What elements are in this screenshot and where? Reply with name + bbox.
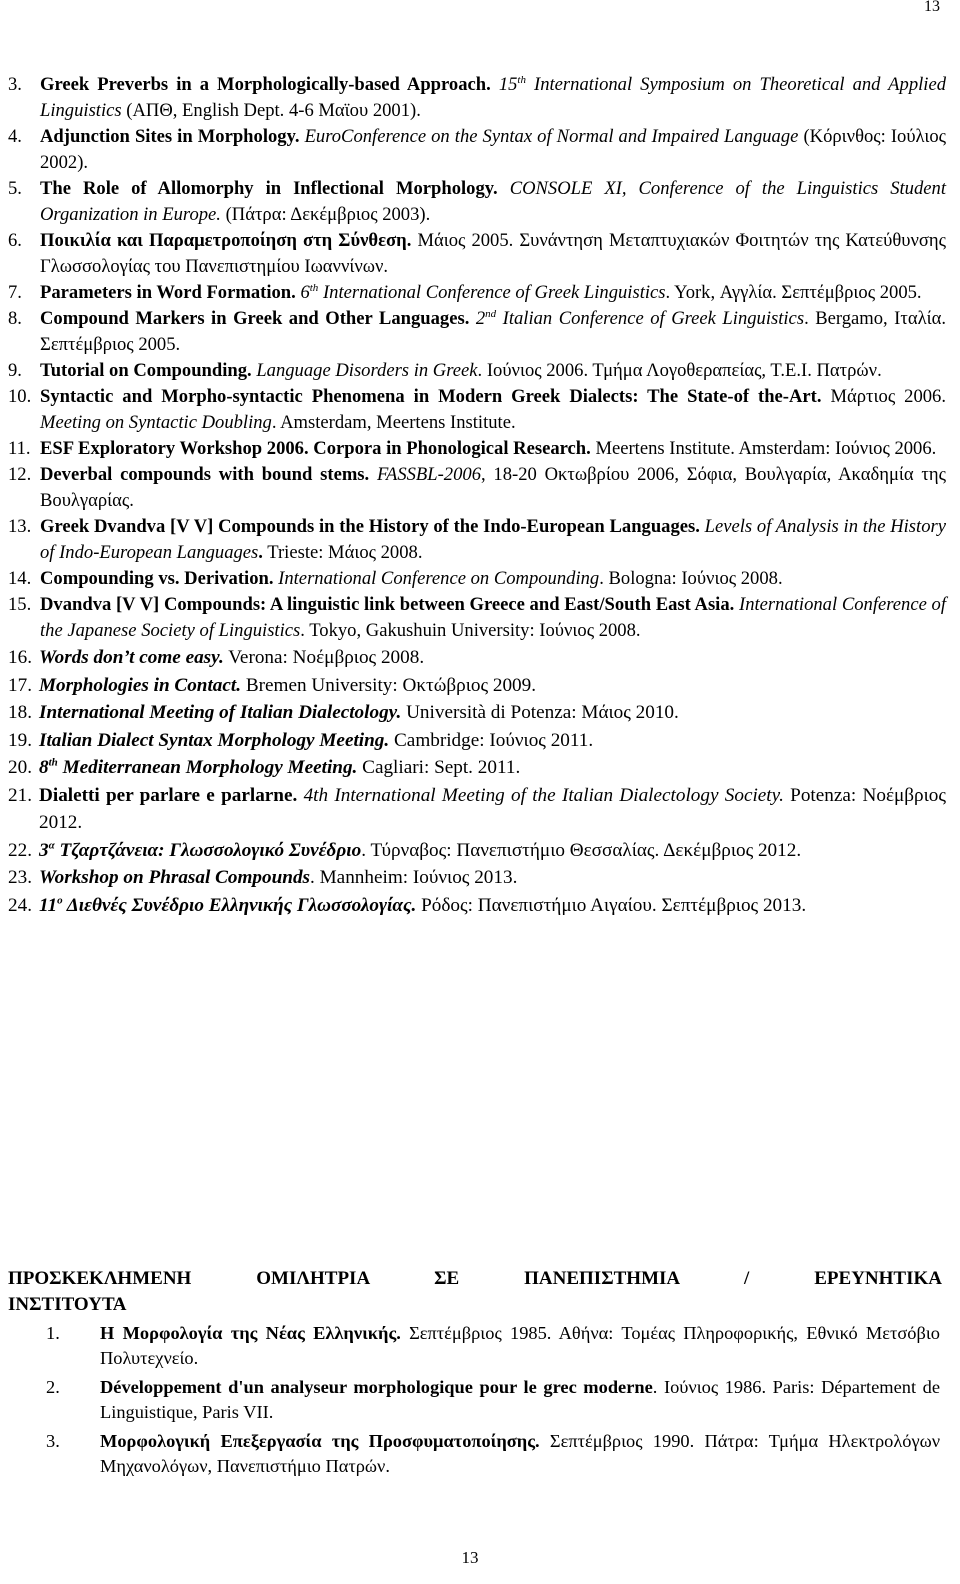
item-text-segment: . Amsterdam, Meertens Institute. (271, 412, 516, 433)
item-number: 4. (8, 126, 22, 147)
item-text-segment: . Tokyo, Gakushuin University: Ιούνιος 2008. (300, 620, 641, 641)
item-text-segment: Dialetti per parlare e parlarne. (39, 784, 298, 806)
item-text-segment: 2 (475, 308, 486, 329)
list-item (8, 566, 946, 592)
item-text-segment: International Conference of the Japanese Society of Linguistics (40, 594, 946, 641)
item-text-segment: Διεθνές Συνέδριο Ελληνικής Γλωσσολογίας. (62, 894, 417, 916)
item-number: 12. (8, 464, 32, 485)
item-number: 9. (8, 360, 22, 381)
item-number: 15. (8, 594, 32, 615)
item-text-segment: 6 (300, 282, 310, 303)
item-number: 23. (8, 867, 32, 888)
item-text-segment: Τζαρτζάνεια: Γλωσσολογικό Συνέδριο (54, 839, 362, 861)
item-text-segment (491, 74, 499, 95)
list-item (8, 754, 946, 782)
invited-section-heading-cont: ΙΝΣΤΙΤΟΥΤΑ (8, 1294, 127, 1315)
item-number: 7. (8, 282, 22, 303)
item-number: 8. (8, 308, 22, 329)
item-text-segment: Σεπτέμβριος 1990. Πάτρα: Τμήμα Ηλεκτρολόγων Μηχανολόγων, Πανεπιστήμιο Πατρών. (100, 1431, 941, 1476)
item-number: 22. (8, 839, 32, 861)
item-number: 24. (8, 894, 32, 916)
page-number-top: 13 (924, 0, 940, 15)
talks-list (8, 72, 946, 919)
list-item (46, 1429, 940, 1479)
item-number: 13. (8, 516, 32, 537)
list-item (8, 358, 946, 384)
item-text-segment: . Bologna: Ιούνιος 2008. (599, 568, 783, 589)
item-text-segment: Compound Markers in Greek and Other Languages. (40, 308, 470, 329)
item-text-segment: Language Disorders in Greek (256, 360, 478, 381)
item-text-segment: . Ιούνιος 2006. Τμήμα Λογοθεραπείας, Τ.Ε.Ι. Πατρών. (477, 360, 882, 381)
item-text-segment: EuroConference on the Syntax of Normal and Impaired Language (304, 126, 799, 147)
item-text-segment: Σεπτέμβριος 1985. Αθήνα: Τομέας Πληροφορικής, Εθνικό Μετσόβιο Πολυτεχνείο. (100, 1323, 940, 1368)
list-item (8, 837, 946, 865)
item-text-segment: Dvandva [V V] Compounds: A linguistic link between Greece and East/South East Asia. (40, 594, 735, 615)
item-text-segment: CONSOLE XI, Conference of the Linguistics Student Organization in Europe. (40, 178, 946, 225)
item-text-segment: International Conference on Compounding (278, 568, 600, 589)
item-text-segment: Greek Preverbs in a Morphologically-based Approach. (40, 74, 491, 95)
item-number: 6. (8, 230, 22, 251)
item-number: 3. (46, 1431, 60, 1451)
item-text-segment: Η Μορφολογία της Νέας Ελληνικής. (100, 1323, 401, 1343)
item-number: 17. (8, 674, 32, 696)
item-text-segment: International Meeting of Italian Dialectology. (39, 702, 402, 723)
item-text-segment: Compounding vs. Derivation. (40, 568, 274, 589)
item-text-segment: 3 (39, 839, 49, 861)
list-item (8, 892, 946, 920)
item-number: 19. (8, 729, 32, 751)
item-text-segment (369, 464, 377, 485)
item-text-segment: (Πάτρα: Δεκέμβριος 2003). (220, 204, 431, 225)
item-text-segment: (Κόρινθος: Ιούλιος 2002). (40, 126, 946, 173)
item-text-segment: Μάρτιος 2006. (821, 386, 946, 407)
item-text-segment: Cagliari: Sept. 2011. (357, 757, 521, 778)
item-text-segment: Verona: Νοέμβριος 2008. (223, 647, 425, 668)
item-text-segment: Développement d'un analyseur morphologique pour le grec moderne (100, 1377, 653, 1397)
item-text-segment: Greek Dvandva [V V] Compounds in the History of the Indo-European Languages. (40, 516, 700, 537)
item-text-segment: 8 (39, 757, 49, 778)
item-text-segment: . Mannheim: Ιούνιος 2013. (310, 867, 518, 888)
item-text-segment: Meeting on Syntactic Doubling (40, 412, 272, 433)
item-text-segment: Morphologies in Contact. (39, 674, 242, 696)
item-text-segment: Cambridge: Ιούνιος 2011. (389, 729, 594, 751)
item-text-segment: Syntactic and Morpho-syntactic Phenomena in Modern Greek Dialects: The State-of the-Art. (40, 386, 822, 407)
item-text-segment: α (48, 839, 55, 852)
item-text-segment: Deverbal compounds with bound stems. (40, 464, 370, 485)
item-text-segment: Potenza: Νοέμβριος 2012. (39, 784, 946, 833)
item-text-segment: . Bergamo, Ιταλία. Σεπτέμβριος 2005. (40, 308, 946, 355)
item-text-segment: Words don’t come easy. (39, 647, 224, 668)
list-item (8, 176, 946, 228)
item-number: 11. (8, 438, 31, 459)
item-text-segment: Mediterranean Morphology Meeting. (57, 757, 358, 778)
item-text-segment: Workshop on Phrasal Compounds (39, 867, 311, 888)
item-text-segment: Tutorial on Compounding. (40, 360, 252, 381)
item-text-segment: Adjunction Sites in Morphology. (40, 126, 300, 147)
invited-talks-list (46, 1321, 940, 1483)
item-number: 2. (46, 1377, 60, 1397)
item-text-segment: ο (57, 894, 63, 907)
item-text-segment: 15 (498, 74, 518, 95)
item-text-segment: Μάιος 2005. Συνάντηση Μεταπτυχιακών Φοιτητών της Κατεύθυνσης Γλωσσολογίας του Πανεπιστημίου Ιωαννίνων. (40, 230, 946, 277)
list-item (8, 228, 946, 280)
item-text-segment: Università di Potenza: Μάιος 2010. (401, 702, 679, 723)
list-item (8, 462, 946, 514)
item-text-segment: . (258, 542, 263, 563)
item-text-segment: . Ιούνιος 1986. Paris: Département de Linguistique, Paris VII. (100, 1377, 940, 1422)
item-number: 20. (8, 757, 32, 778)
item-text-segment: ESF Exploratory Workshop 2006. Corpora in Phonological Research. (40, 438, 591, 459)
list-item (8, 514, 946, 566)
item-text-segment: The Role of Allomorphy in Inflectional Morphology. (40, 178, 498, 199)
list-item (8, 672, 946, 700)
item-text-segment: 11 (39, 894, 58, 916)
list-item (8, 699, 946, 727)
item-number: 5. (8, 178, 22, 199)
item-text-segment: Levels of Analysis in the History of Indo-European Languages (40, 516, 946, 563)
list-item (46, 1375, 940, 1425)
item-number: 14. (8, 568, 32, 589)
item-text-segment: , 18-20 Οκτωβρίου 2006, Σόφια, Βουλγαρία, Ακαδημία της Βουλγαρίας. (40, 464, 946, 511)
list-item (8, 306, 946, 358)
item-text-segment: nd (485, 307, 497, 320)
list-item (8, 72, 946, 124)
list-item (8, 864, 946, 892)
item-number: 10. (8, 386, 32, 407)
item-text-segment: th (517, 73, 526, 86)
item-text-segment: (ΑΠΘ, English Dept. 4-6 Μαϊου 2001). (121, 100, 421, 121)
invited-section-heading: ΠΡΟΣΚΕΚΛΗΜΕΝΗ ΟΜΙΛΗΤΡΙΑ ΣΕ ΠΑΝΕΠΙΣΤΗΜΙΑ / ΕΡΕΥΝΗΤΙΚΑ (8, 1268, 942, 1289)
list-item (8, 727, 946, 755)
item-text-segment: Parameters in Word Formation. (40, 282, 296, 303)
list-item (8, 384, 946, 436)
page-number-bottom: 13 (461, 1548, 479, 1567)
list-item (8, 592, 946, 644)
item-text-segment: Ποικιλία και Παραμετροποίηση στη Σύνθεση. (40, 230, 412, 251)
item-text-segment: 4th International Meeting of the Italian Dialectology Society. (303, 784, 784, 806)
item-number: 16. (8, 647, 32, 668)
item-text-segment: Italian Conference of Greek Linguistics (496, 308, 805, 329)
item-text-segment: Bremen University: Οκτώβριος 2009. (241, 674, 537, 696)
item-text-segment: FASSBL-2006 (377, 464, 481, 485)
item-text-segment: International Symposium on Theoretical and Applied Linguistics (40, 74, 946, 121)
list-item (8, 436, 946, 462)
list-item (46, 1321, 940, 1371)
item-text-segment: Ρόδος: Πανεπιστήμιο Αιγαίου. Σεπτέμβριος 2013. (416, 894, 807, 916)
list-item (8, 280, 946, 306)
item-text-segment: Μορφολογική Επεξεργασία της Προσφυματοποίησης. (100, 1431, 540, 1451)
item-number: 18. (8, 702, 32, 723)
item-text-segment: Meertens Institute. Amsterdam: Ιούνιος 2006. (590, 438, 937, 459)
item-text-segment: th (48, 756, 58, 769)
list-item (8, 782, 946, 837)
item-text-segment: Italian Dialect Syntax Morphology Meeting. (39, 729, 390, 751)
item-text-segment: . Τύρναβος: Πανεπιστήμιο Θεσσαλίας. Δεκέμβριος 2012. (361, 839, 802, 861)
item-text-segment: . York, Αγγλία. Σεπτέμβριος 2005. (665, 282, 922, 303)
item-text-segment: International Conference of Greek Linguistics (318, 282, 666, 303)
item-text-segment: th (309, 281, 319, 294)
item-number: 3. (8, 74, 22, 95)
item-number: 21. (8, 784, 32, 806)
item-text-segment (498, 178, 510, 199)
list-item (8, 124, 946, 176)
item-text-segment: Trieste: Μάιος 2008. (262, 542, 423, 563)
item-number: 1. (46, 1323, 60, 1343)
list-item (8, 644, 946, 672)
